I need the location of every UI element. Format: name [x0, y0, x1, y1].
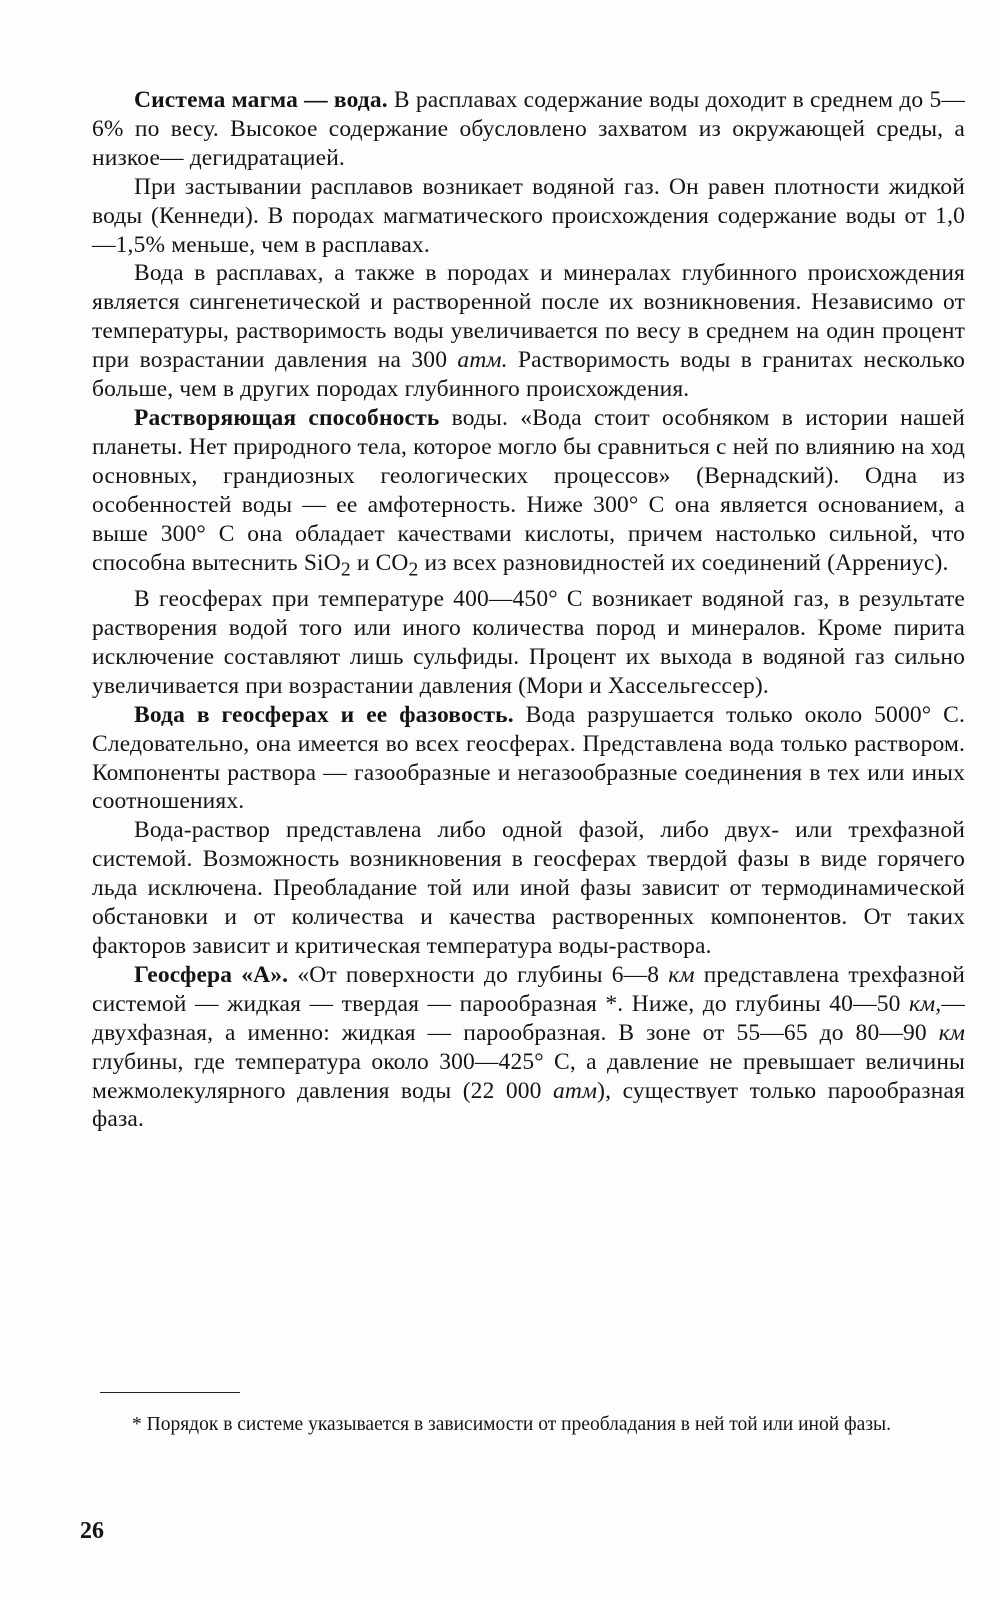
paragraph-text: «От поверхности до глубины 6—8 — [288, 961, 669, 988]
paragraph-text: В расплавах содержание воды доходит в среднем до 5—6% по весу. Высокое содержание обусловлено захватом из окружающей среды, а низкое— дегидратацией. — [92, 87, 965, 171]
subscript: 2 — [340, 559, 351, 581]
paragraph-text: из всех разновидностей их соединений (Аррениус). — [418, 549, 949, 576]
paragraph-text: В геосферах при температуре 400—450° С возникает водяной газ, в результате растворения водой того или иного количества пород и минералов. Кроме пирита исключение составляют лишь сульфиды. Процент их выхода в водяной газ сильно увеличивается при возрастании давления (Мори и Хассельгессер). — [92, 586, 965, 699]
unit-atm: атм — [552, 1077, 598, 1104]
heading-geosphere-a: Геосфера «А». — [134, 961, 289, 988]
paragraph-text: Растворимость воды в гранитах несколько больше, чем в других породах глубинного происхождения. — [92, 347, 965, 403]
paragraph-text: Вода в расплавах, а также в породах и минералах глубинного происхождения является сингенетической и растворенной после их возникновения. Независимо от температуры, растворимость воды увеличивается по весу в среднем на один процент при возрастании давления на 300 — [92, 260, 965, 374]
paragraph-geospheres-gas — [92, 585, 965, 701]
paragraph-dissolving-ability — [92, 404, 965, 585]
paragraph-text: ), существует только парообразная фаза. — [92, 1077, 965, 1133]
paragraph-solubility — [92, 259, 965, 404]
footnote: * Порядок в системе указывается в зависимости от преобладания в ней той или иной фазы. — [132, 1414, 891, 1435]
page-number: 26 — [80, 1518, 104, 1544]
unit-atm: атм. — [457, 347, 508, 374]
subscript: 2 — [408, 559, 419, 581]
footnote-divider — [100, 1392, 240, 1393]
paragraph-geosphere-a — [92, 961, 965, 1134]
paragraph-water-solution — [92, 816, 965, 961]
paragraph-phases — [92, 701, 965, 817]
paragraph-text: При застывании расплавов возникает водяной газ. Он равен плотности жидкой воды (Кеннеди). В породах магматического происхождения содержание воды от 1,0—1,5% меньше, чем в расплавах. — [92, 173, 965, 258]
heading-dissolving-ability: Растворяющая способность — [134, 404, 440, 431]
paragraph-text: и CO — [350, 549, 409, 576]
unit-km: км, — [909, 990, 942, 1017]
paragraph-text: — двухфазная, а именно: жидкая — парообразная. В зоне от 55—65 до 80—90 — [92, 990, 965, 1046]
heading-water-in-geospheres: Вода в геосферах и ее фазовость. — [134, 701, 514, 728]
unit-km: км — [668, 961, 695, 988]
paragraph-text: глубины, где температура около 300—425° С, а давление не превышает величины межмолекулярного давления воды (22 000 — [92, 1048, 965, 1104]
unit-km: км — [938, 1019, 965, 1046]
paragraph-magma-water — [92, 86, 965, 173]
heading-magma-water: Система магма — вода. — [134, 87, 388, 113]
paragraph-text: Вода разрушается только около 5000° С. Следовательно, она имеется во всех геосферах. Представлена вода только раствором. Компоненты раствора — газообразные и негазообразные соединения в тех или иных соотношениях. — [92, 701, 965, 815]
paragraph-text: Вода-раствор представлена либо одной фазой, либо двух- или трехфазной системой. Возможность возникновения в геосферах твердой фазы в виде горячего льда исключена. Преобладание той или иной фазы зависит от термодинамической обстановки и от количества и качества растворенных компонентов. От таких факторов зависит и критическая температура воды-раствора. — [92, 817, 965, 959]
paragraph-text: воды. «Вода стоит особняком в истории нашей планеты. Нет природного тела, которое могло бы сравниться с ней по влиянию на ход основных, грандиозных геологических процессов» (Вернадский). Одна из особенностей воды — ее амфотерность. Ниже 300° С она является основанием, а выше 300° С она обладает качествами кислоты, причем настолько сильной, что способна вытеснить SiO — [92, 404, 965, 576]
paragraph-solidification — [92, 173, 965, 260]
paragraph-text: представлена трехфазной системой — жидкая — твердая — парообразная *. Ниже, до глубины 40—50 — [92, 961, 965, 1017]
page-body — [92, 86, 965, 1134]
